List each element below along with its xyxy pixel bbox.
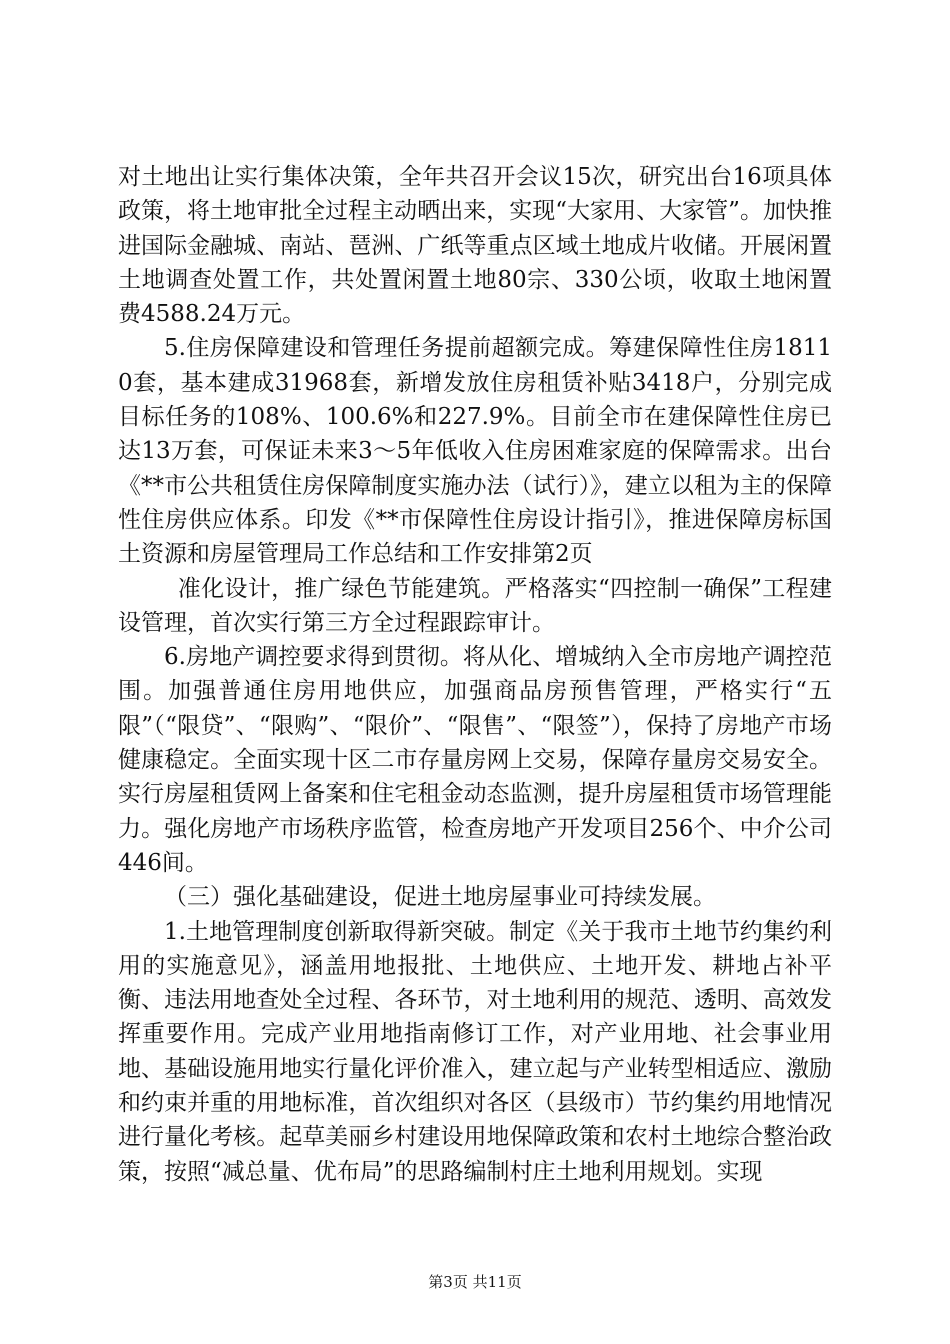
paragraph-standardized-design: 准化设计，推广绿色节能建筑。严格落实“四控制一确保”工程建设管理，首次实行第三方全过程跟踪审计。: [118, 575, 832, 636]
paragraph-land-system-innovation: 1.土地管理制度创新取得新突破。制定《关于我市土地节约集约利用的实施意见》，涵盖用地报批、土地供应、土地开发、耕地占补平衡、违法用地查处全过程、各环节，对土地利用的规范、透明、高效发挥重要作用。完成产业用地指南修订工作，对产业用地、社会事业用地、基础设施用地实行量化评价准入，建立起与产业转型相适应、激励和约束并重的用地标准，首次组织对各区（县级市）节约集约用地情况进行量化考核。起草美丽乡村建设用地保障政策和农村土地综合整治政策，按照“减总量、优布局”的思路编制村庄土地利用规划。实现: [118, 918, 832, 1185]
document-body: [118, 160, 832, 1189]
section-heading-infrastructure: （三）强化基础建设，促进土地房屋事业可持续发展。: [164, 884, 716, 911]
paragraph-housing-security: 5.住房保障建设和管理任务提前超额完成。筹建保障性住房18110套，基本建成31968套，新增发放住房租赁补贴3418户，分别完成目标任务的108%、100.6%和227.9%。目前全市在建保障性住房已达13万套，可保证未来3～5年低收入住房困难家庭的保障需求。出台《**市公共租赁住房保障制度实施办法（试行）》，建立以租为主的保障性住房供应体系。印发《**市保障性住房设计指引》，推进保障房标国土资源和房屋管理局工作总结和工作安排第2页: [118, 335, 832, 568]
paragraph-continuation: 对土地出让实行集体决策，全年共召开会议15次，研究出台16项具体政策，将土地审批全过程主动晒出来，实现“大家用、大家管”。加快推进国际金融城、南站、琶洲、广纸等重点区域土地成片收储。开展闲置土地调查处置工作，共处置闲置土地80宗、330公顷，收取土地闲置费4588.24万元。: [118, 164, 832, 328]
paragraph-real-estate-control: 6.房地产调控要求得到贯彻。将从化、增城纳入全市房地产调控范围。加强普通住房用地供应，加强商品房预售管理，严格实行“五限”（“限贷”、“限购”、“限价”、“限售”、“限签”），保持了房地产市场健康稳定。全面实现十区二市存量房网上交易，保障存量房交易安全。实行房屋租赁网上备案和住宅租金动态监测，提升房屋租赁市场管理能力。强化房地产市场秩序监管，检查房地产开发项目256个、中介公司446间。: [118, 644, 832, 876]
page-footer: 第3页 共11页: [428, 1273, 522, 1291]
